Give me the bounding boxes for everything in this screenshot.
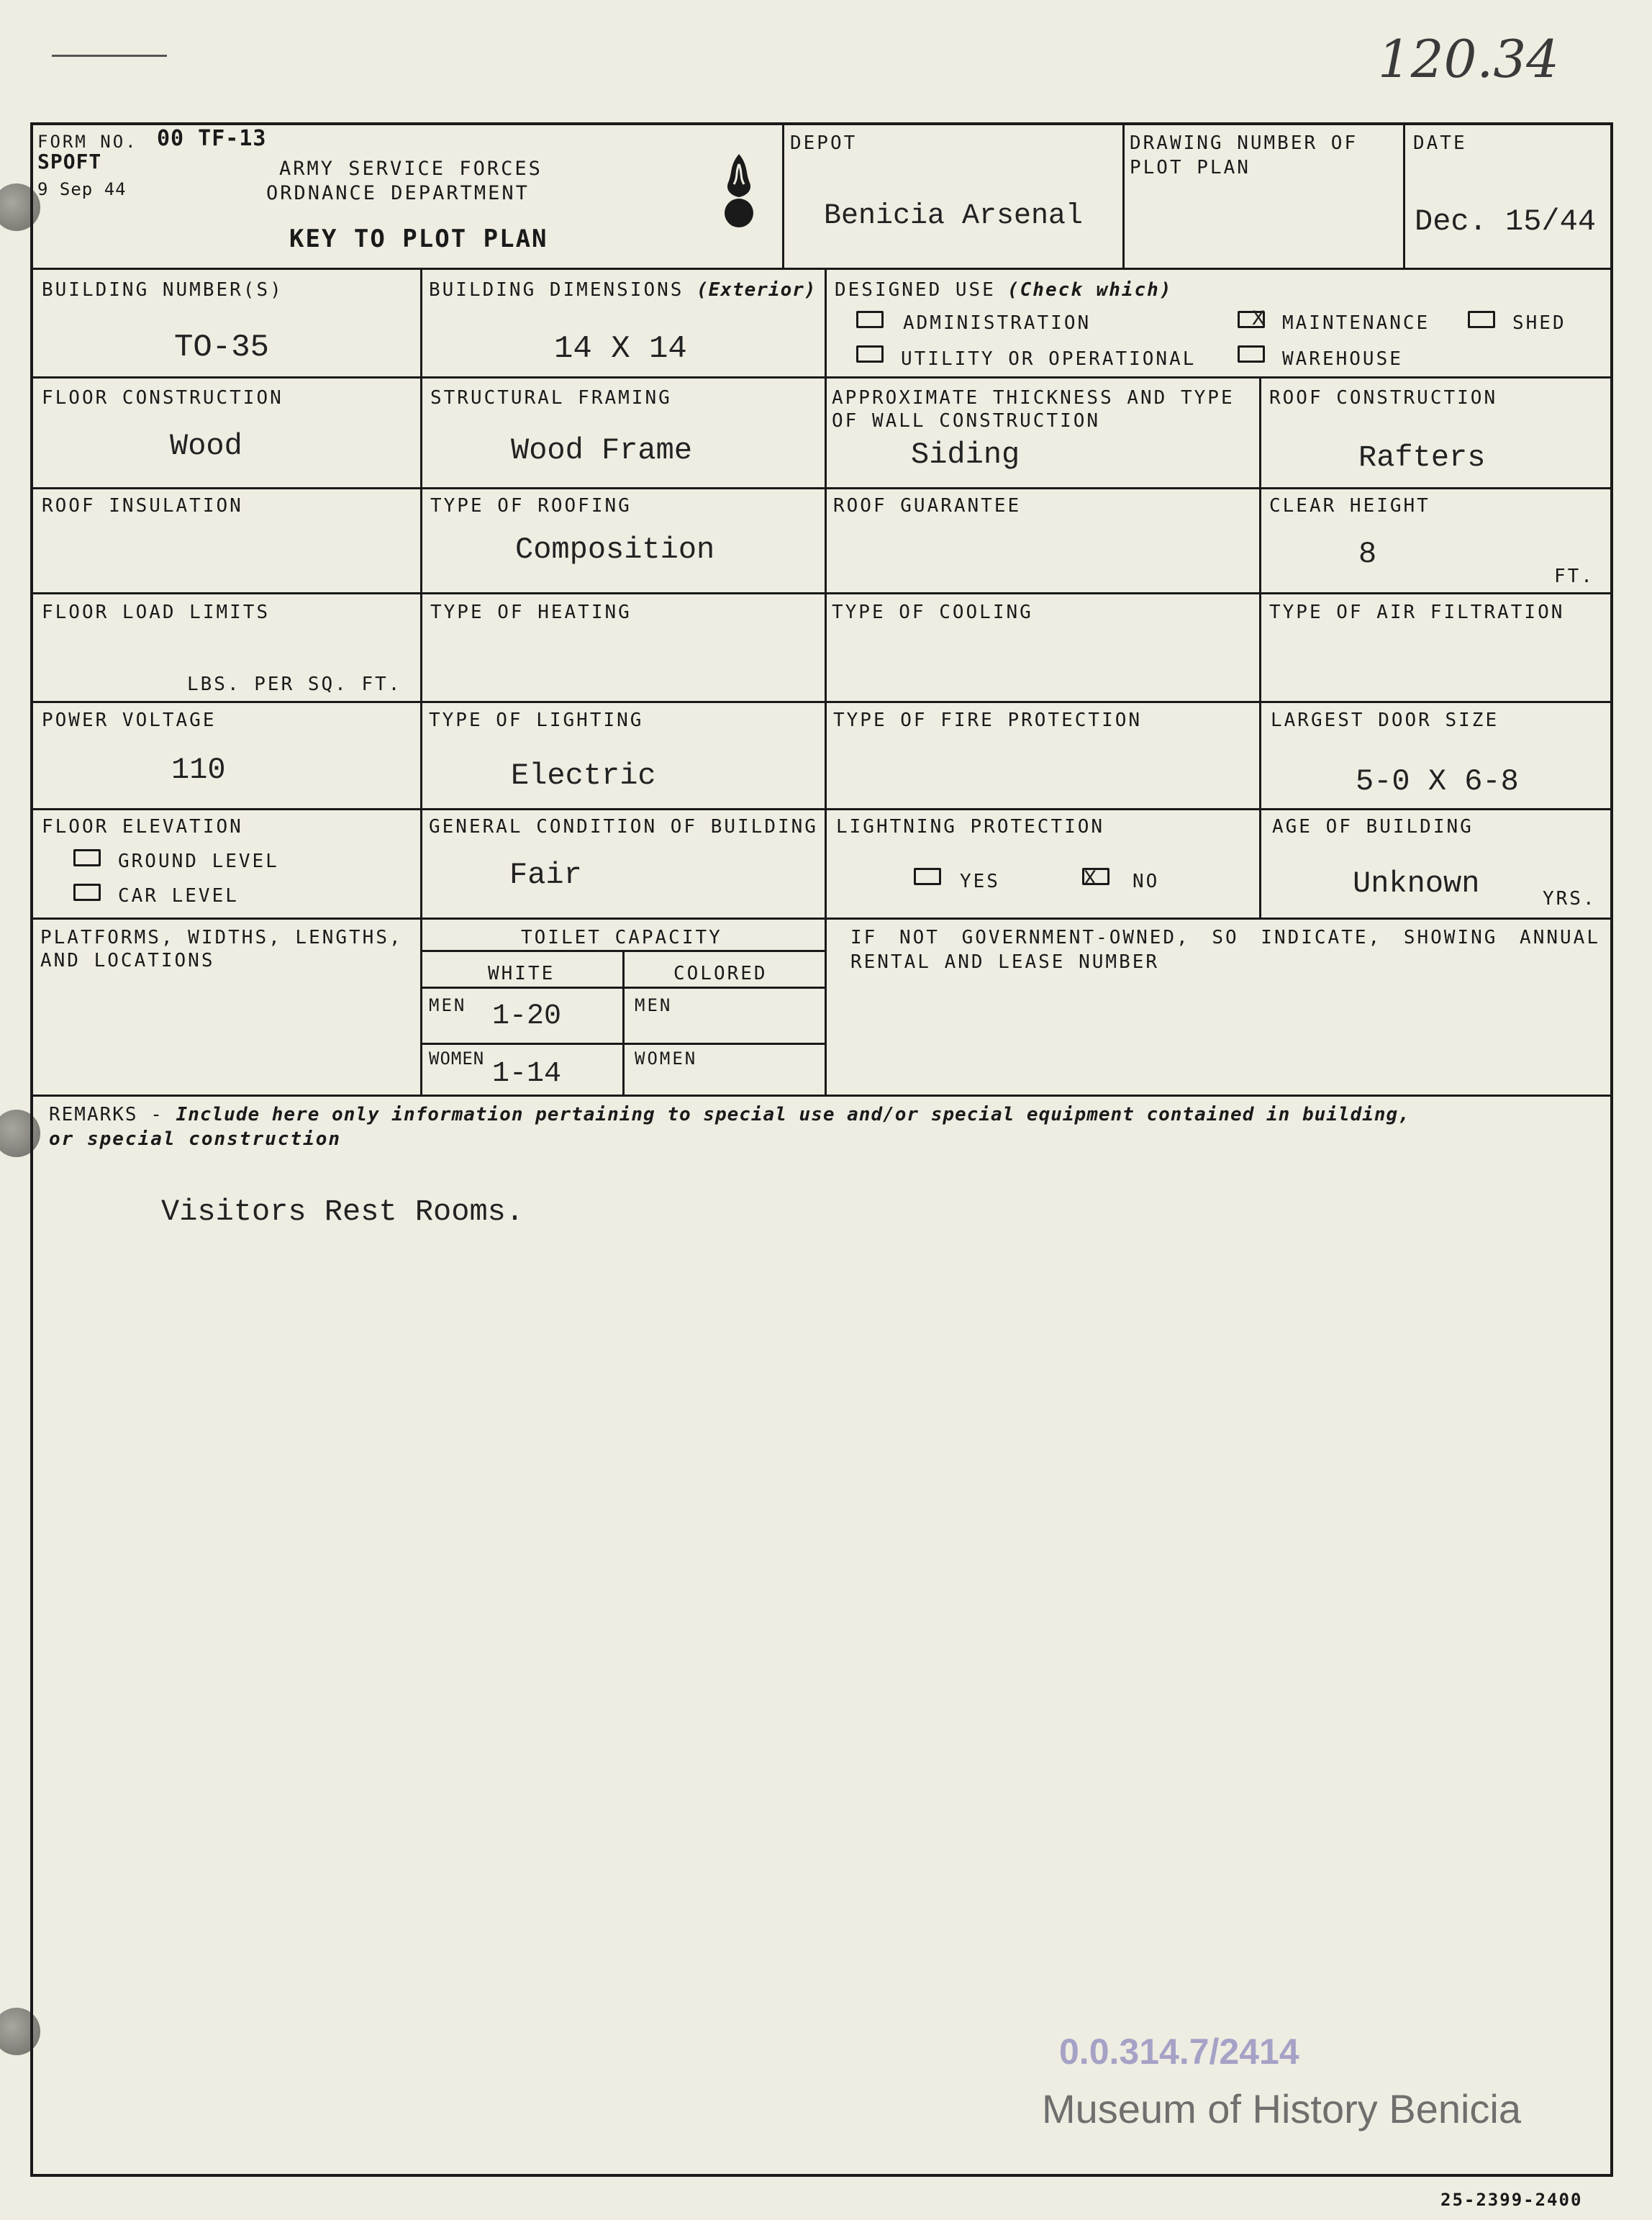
rule xyxy=(30,592,1613,594)
rule xyxy=(1259,376,1261,918)
air-filtration-label: TYPE OF AIR FILTRATION xyxy=(1269,602,1565,623)
form-print-code: 25-2399-2400 xyxy=(1440,2190,1583,2210)
rule xyxy=(30,487,1613,489)
ownership-label-1: IF NOT GOVERNMENT-OWNED, SO INDICATE, SHOWING ANNUAL xyxy=(850,927,1600,948)
floor-construction-value: Wood xyxy=(170,429,242,463)
designed-use-label: DESIGNED USE xyxy=(835,279,996,301)
date-label: DATE xyxy=(1413,132,1467,154)
option-shed: SHED xyxy=(1512,312,1566,334)
roofing-type-label: TYPE OF ROOFING xyxy=(430,495,632,517)
colored-men-label: MEN xyxy=(635,995,673,1015)
white-men-label: MEN xyxy=(429,995,467,1015)
option-lightning-yes: YES xyxy=(960,871,1000,892)
checkbox-utility[interactable] xyxy=(856,345,884,363)
option-lightning-no: NO xyxy=(1133,871,1160,892)
building-dimensions-note: (Exterior) xyxy=(696,279,817,301)
remarks-label xyxy=(49,1102,1410,1127)
floor-load-label: FLOOR LOAD LIMITS xyxy=(42,602,271,623)
remarks-text: Visitors Rest Rooms. xyxy=(161,1195,525,1229)
depot-value: Benicia Arsenal xyxy=(824,200,1084,232)
rule xyxy=(825,268,827,1095)
floor-construction-label: FLOOR CONSTRUCTION xyxy=(42,387,283,409)
date-value: Dec. 15/44 xyxy=(1415,204,1597,239)
lighting-type-label: TYPE OF LIGHTING xyxy=(429,710,644,731)
lighting-type-value: Electric xyxy=(511,758,656,793)
rule xyxy=(30,701,1613,703)
building-age-value: Unknown xyxy=(1353,866,1480,901)
building-dimensions-label: BUILDING DIMENSIONS xyxy=(429,279,684,301)
structural-framing-label: STRUCTURAL FRAMING xyxy=(430,387,672,409)
checkbox-car-level[interactable] xyxy=(73,884,101,901)
ordnance-bomb-icon xyxy=(722,151,755,227)
white-column-label: WHITE xyxy=(488,963,555,984)
fire-protection-label: TYPE OF FIRE PROTECTION xyxy=(833,710,1143,731)
rule xyxy=(420,268,422,1095)
toilet-capacity-label: TOILET CAPACITY xyxy=(521,927,722,948)
option-warehouse: WAREHOUSE xyxy=(1282,348,1403,370)
lightning-protection-label: LIGHTNING PROTECTION xyxy=(836,816,1105,838)
checkbox-shed[interactable] xyxy=(1468,311,1495,328)
checkbox-administration[interactable] xyxy=(856,311,884,328)
floor-load-unit: LBS. PER SQ. FT. xyxy=(187,674,402,695)
option-maintenance: MAINTENANCE xyxy=(1282,312,1430,334)
building-age-label: AGE OF BUILDING xyxy=(1272,816,1474,838)
remarks-instruction-2: or special construction xyxy=(49,1128,342,1150)
form-title: KEY TO PLOT PLAN xyxy=(289,225,548,253)
agency-name: ARMY SERVICE FORCES xyxy=(279,158,543,180)
remarks-label-lead: REMARKS - xyxy=(49,1104,176,1125)
archive-number: 120.34 xyxy=(1378,29,1559,89)
museum-watermark: Museum of History Benicia xyxy=(1042,2086,1522,2131)
rule xyxy=(30,808,1613,810)
white-men-value: 1-20 xyxy=(492,1000,562,1033)
colored-column-label: COLORED xyxy=(673,963,768,984)
department-name: ORDNANCE DEPARTMENT xyxy=(266,182,530,204)
roof-insulation-label: ROOF INSULATION xyxy=(42,495,243,517)
form-no-label: FORM NO. xyxy=(37,132,138,152)
heating-type-label: TYPE OF HEATING xyxy=(430,602,632,623)
building-number-value: TO-35 xyxy=(174,330,270,366)
form-no: 00 TF-13 xyxy=(157,126,267,151)
door-size-value: 5-0 X 6-8 xyxy=(1356,764,1519,799)
white-women-value: 1-14 xyxy=(492,1058,562,1090)
checkbox-warehouse[interactable] xyxy=(1238,345,1265,363)
white-women-label: WOMEN xyxy=(429,1048,485,1069)
building-condition-label: GENERAL CONDITION OF BUILDING xyxy=(429,816,818,838)
roof-guarantee-label: ROOF GUARANTEE xyxy=(833,495,1022,517)
platforms-label-2: AND LOCATIONS xyxy=(40,950,215,971)
building-dimensions-value: 14 X 14 xyxy=(554,331,687,367)
depot-label: DEPOT xyxy=(790,132,858,154)
designed-use-note: (Check which) xyxy=(1007,279,1173,301)
rule xyxy=(30,268,1613,270)
rule xyxy=(30,1095,1613,1097)
check-mark-maintenance: X xyxy=(1252,307,1266,332)
catalog-stamp: 0.0.314.7/2414 xyxy=(1059,2031,1299,2072)
building-age-unit: YRS. xyxy=(1543,888,1597,910)
clear-height-unit: FT. xyxy=(1554,566,1594,587)
rule xyxy=(782,122,784,268)
structural-framing-value: Wood Frame xyxy=(511,433,693,468)
roof-construction-value: Rafters xyxy=(1358,440,1486,475)
agency-code: SPOFT xyxy=(37,150,102,173)
drawing-number-label: DRAWING NUMBER OF PLOT PLAN xyxy=(1130,132,1358,178)
roofing-type-value: Composition xyxy=(515,533,715,567)
wall-construction-label-2: OF WALL CONSTRUCTION xyxy=(832,410,1101,432)
platforms-label-1: PLATFORMS, WIDTHS, LENGTHS, xyxy=(40,927,403,948)
option-ground-level: GROUND LEVEL xyxy=(118,851,279,872)
rule xyxy=(622,950,625,1095)
rule xyxy=(30,376,1613,379)
check-mark-lightning-no: X xyxy=(1084,867,1097,892)
rule xyxy=(1122,122,1125,268)
wall-construction-label-1: APPROXIMATE THICKNESS AND TYPE xyxy=(832,387,1235,409)
option-utility: UTILITY OR OPERATIONAL xyxy=(901,348,1197,370)
rule xyxy=(30,918,1613,920)
power-voltage-value: 110 xyxy=(171,753,226,787)
checkbox-lightning-yes[interactable] xyxy=(914,868,941,885)
pencil-mark xyxy=(52,55,167,57)
door-size-label: LARGEST DOOR SIZE xyxy=(1271,710,1499,731)
wall-construction-value: Siding xyxy=(911,438,1020,472)
remarks-instruction-1: Include here only information pertaining to special use and/or special equipment contained in building, xyxy=(176,1104,1410,1125)
ownership-label-2: RENTAL AND LEASE NUMBER xyxy=(850,951,1160,973)
colored-women-label: WOMEN xyxy=(635,1048,698,1069)
floor-elevation-label: FLOOR ELEVATION xyxy=(42,816,243,838)
building-condition-value: Fair xyxy=(509,858,582,892)
option-car-level: CAR LEVEL xyxy=(118,885,239,907)
clear-height-value: 8 xyxy=(1358,537,1377,571)
power-voltage-label: POWER VOLTAGE xyxy=(42,710,217,731)
clear-height-label: CLEAR HEIGHT xyxy=(1269,495,1430,517)
form-date: 9 Sep 44 xyxy=(37,179,127,199)
building-number-label: BUILDING NUMBER(S) xyxy=(42,279,283,301)
checkbox-ground-level[interactable] xyxy=(73,849,101,866)
option-administration: ADMINISTRATION xyxy=(903,312,1092,334)
cooling-type-label: TYPE OF COOLING xyxy=(832,602,1033,623)
rule xyxy=(1403,122,1405,268)
roof-construction-label: ROOF CONSTRUCTION xyxy=(1269,387,1498,409)
